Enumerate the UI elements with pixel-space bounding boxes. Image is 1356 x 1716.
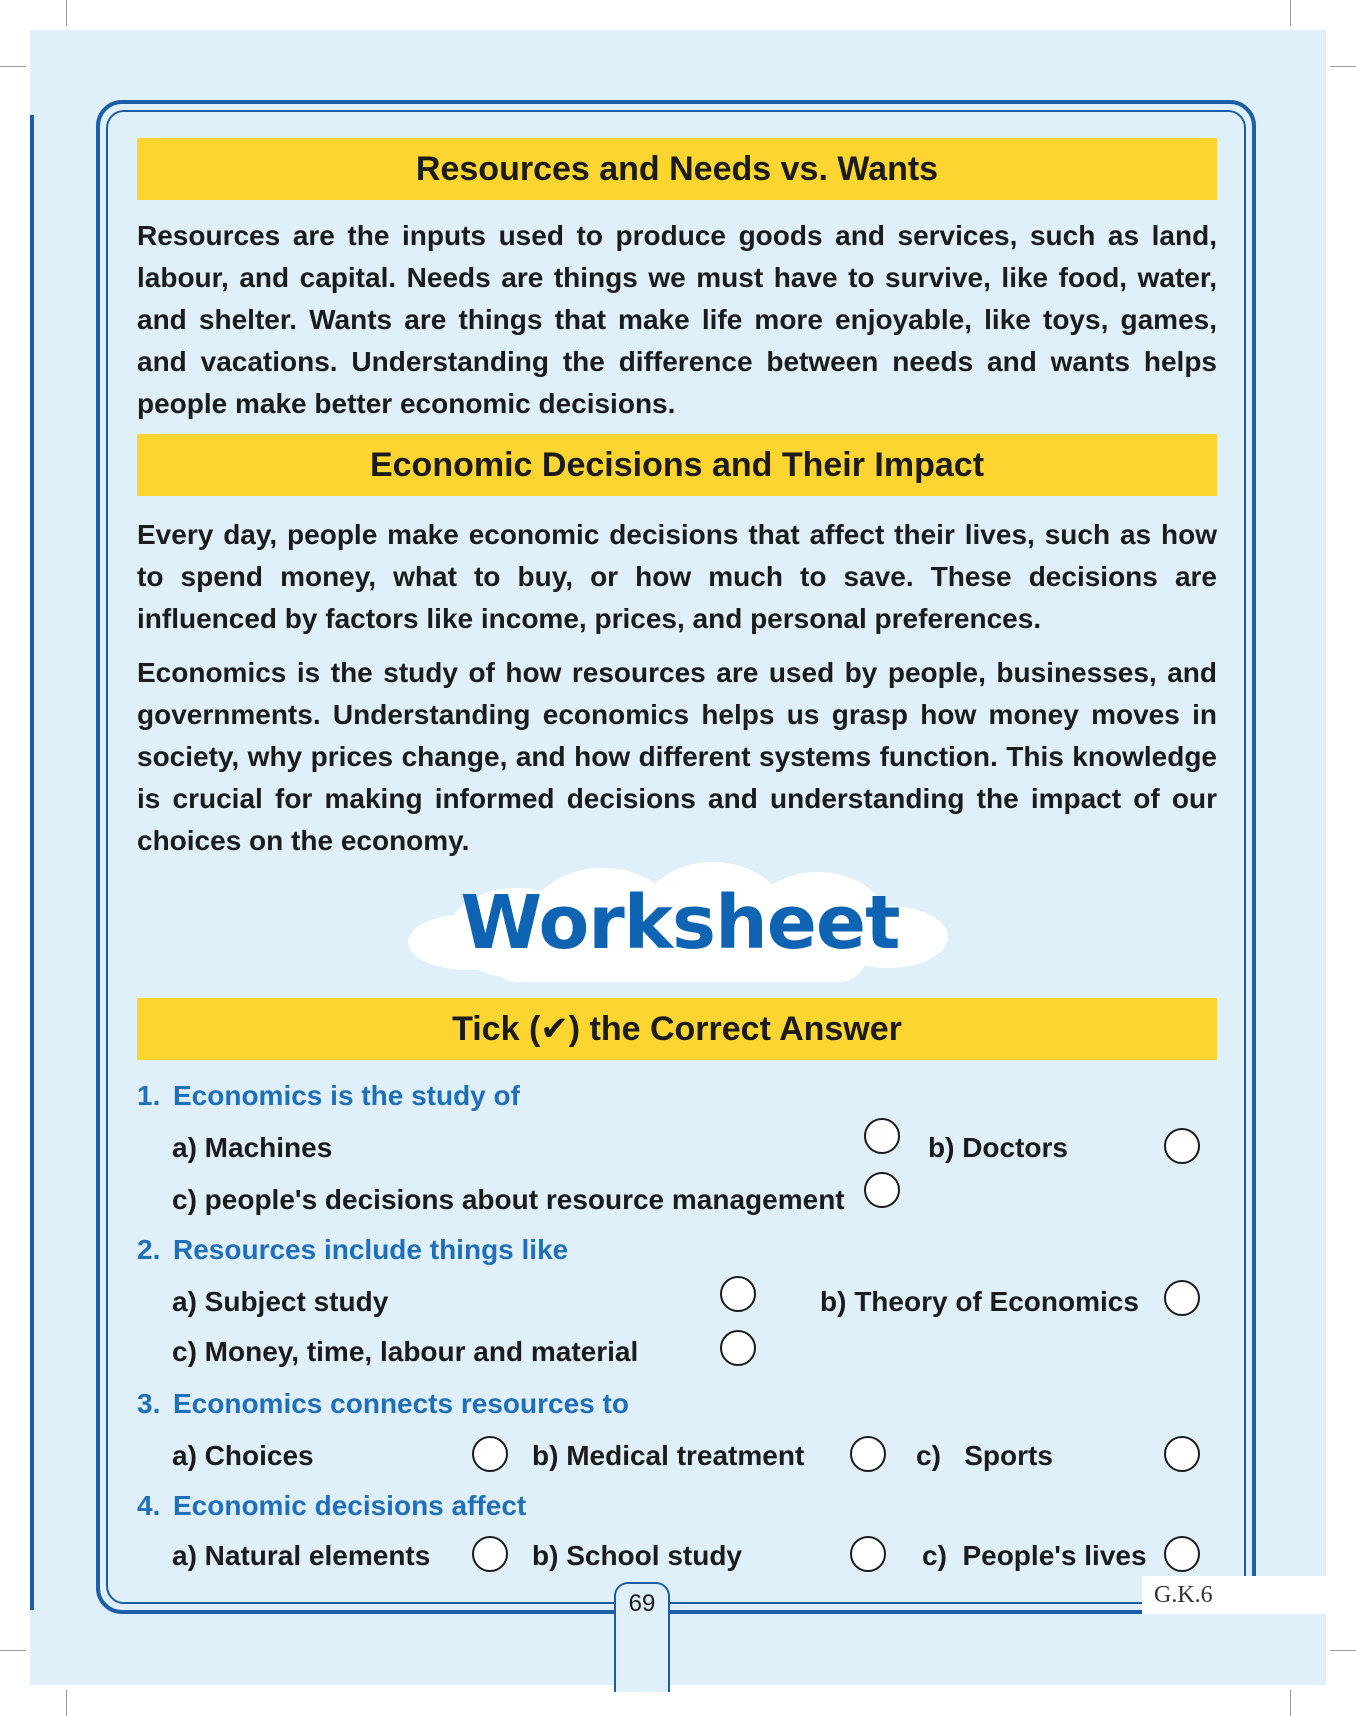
q3-option-a-radio[interactable] (472, 1436, 508, 1472)
crop-mark (1290, 0, 1291, 26)
question-2 (137, 1234, 568, 1266)
question-number: 2. (137, 1234, 161, 1265)
q2-option-c: c) Money, time, labour and material (172, 1336, 639, 1367)
section-heading-resources: Resources and Needs vs. Wants (137, 138, 1217, 200)
question-4 (137, 1490, 526, 1522)
q2-option-c-radio[interactable] (720, 1330, 756, 1366)
section-heading-decisions: Economic Decisions and Their Impact (137, 434, 1217, 496)
crop-mark (1330, 66, 1356, 67)
q2-option-b: b) Theory of Economics (820, 1286, 1139, 1317)
q3-option-a: a) Choices (172, 1440, 314, 1471)
crop-mark (66, 0, 67, 26)
q1-option-a: a) Machines (172, 1132, 333, 1163)
left-edge-strip (30, 115, 34, 1610)
crop-mark (0, 66, 26, 67)
q4-option-a: a) Natural elements (172, 1540, 431, 1571)
q4-option-b: b) School study (532, 1540, 742, 1571)
question-text: Resources include things like (173, 1234, 569, 1265)
question-number: 4. (137, 1490, 161, 1521)
q1-option-c-radio[interactable] (864, 1172, 900, 1208)
q3-option-b-radio[interactable] (850, 1436, 886, 1472)
question-number: 3. (137, 1388, 161, 1419)
q2-option-b-radio[interactable] (1164, 1280, 1200, 1316)
crop-mark (66, 1690, 67, 1716)
section-body-decisions-1: Every day, people make economic decisions that affect their lives, such as how to spend money, what to buy, or how much to save. These decisions are influenced by factors like income, prices, and personal preferences. (137, 519, 1217, 634)
q4-option-b-radio[interactable] (850, 1536, 886, 1572)
question-number: 1. (137, 1080, 161, 1111)
question-text: Economics connects resources to (173, 1388, 629, 1419)
crop-mark (1290, 1690, 1291, 1716)
worksheet-instruction: Tick (✔) the Correct Answer (137, 998, 1217, 1060)
worksheet-title: Worksheet (460, 880, 900, 966)
q1-option-c: c) people's decisions about resource management (172, 1184, 845, 1215)
q4-option-a-radio[interactable] (472, 1536, 508, 1572)
q1-option-b-radio[interactable] (1164, 1128, 1200, 1164)
book-code: G.K.6 (1142, 1576, 1326, 1614)
crop-mark (1330, 1650, 1356, 1651)
q1-option-a-radio[interactable] (864, 1118, 900, 1154)
q3-option-b: b) Medical treatment (532, 1440, 805, 1471)
q2-option-a: a) Subject study (172, 1286, 389, 1317)
q4-option-c: c) People's lives (922, 1540, 1147, 1571)
question-1 (137, 1080, 520, 1112)
section-body-resources: Resources are the inputs used to produce goods and services, such as land, labour, and capital. Needs are things we must have to survive, like food, water, and shelter. Wants are things that make life more enjoyable, like toys, games, and vacations. Understanding the difference between needs and wants helps people make better economic decisions. (137, 220, 1217, 419)
q1-option-b: b) Doctors (928, 1132, 1068, 1163)
question-text: Economics is the study of (173, 1080, 520, 1111)
section-body-decisions-2: Economics is the study of how resources are used by people, businesses, and governments. Understanding economics helps us grasp how money moves in society, why prices change, and how different systems function. This knowledge is crucial for making informed decisions and understanding the impact of our choices on the economy. (137, 657, 1217, 856)
q3-option-c-radio[interactable] (1164, 1436, 1200, 1472)
q2-option-a-radio[interactable] (720, 1276, 756, 1312)
page-number: 69 (628, 1590, 656, 1617)
q3-option-c: c) Sports (916, 1440, 1053, 1471)
question-text: Economic decisions affect (173, 1490, 527, 1521)
question-3 (137, 1388, 629, 1420)
q4-option-c-radio[interactable] (1164, 1536, 1200, 1572)
crop-mark (0, 1650, 26, 1651)
